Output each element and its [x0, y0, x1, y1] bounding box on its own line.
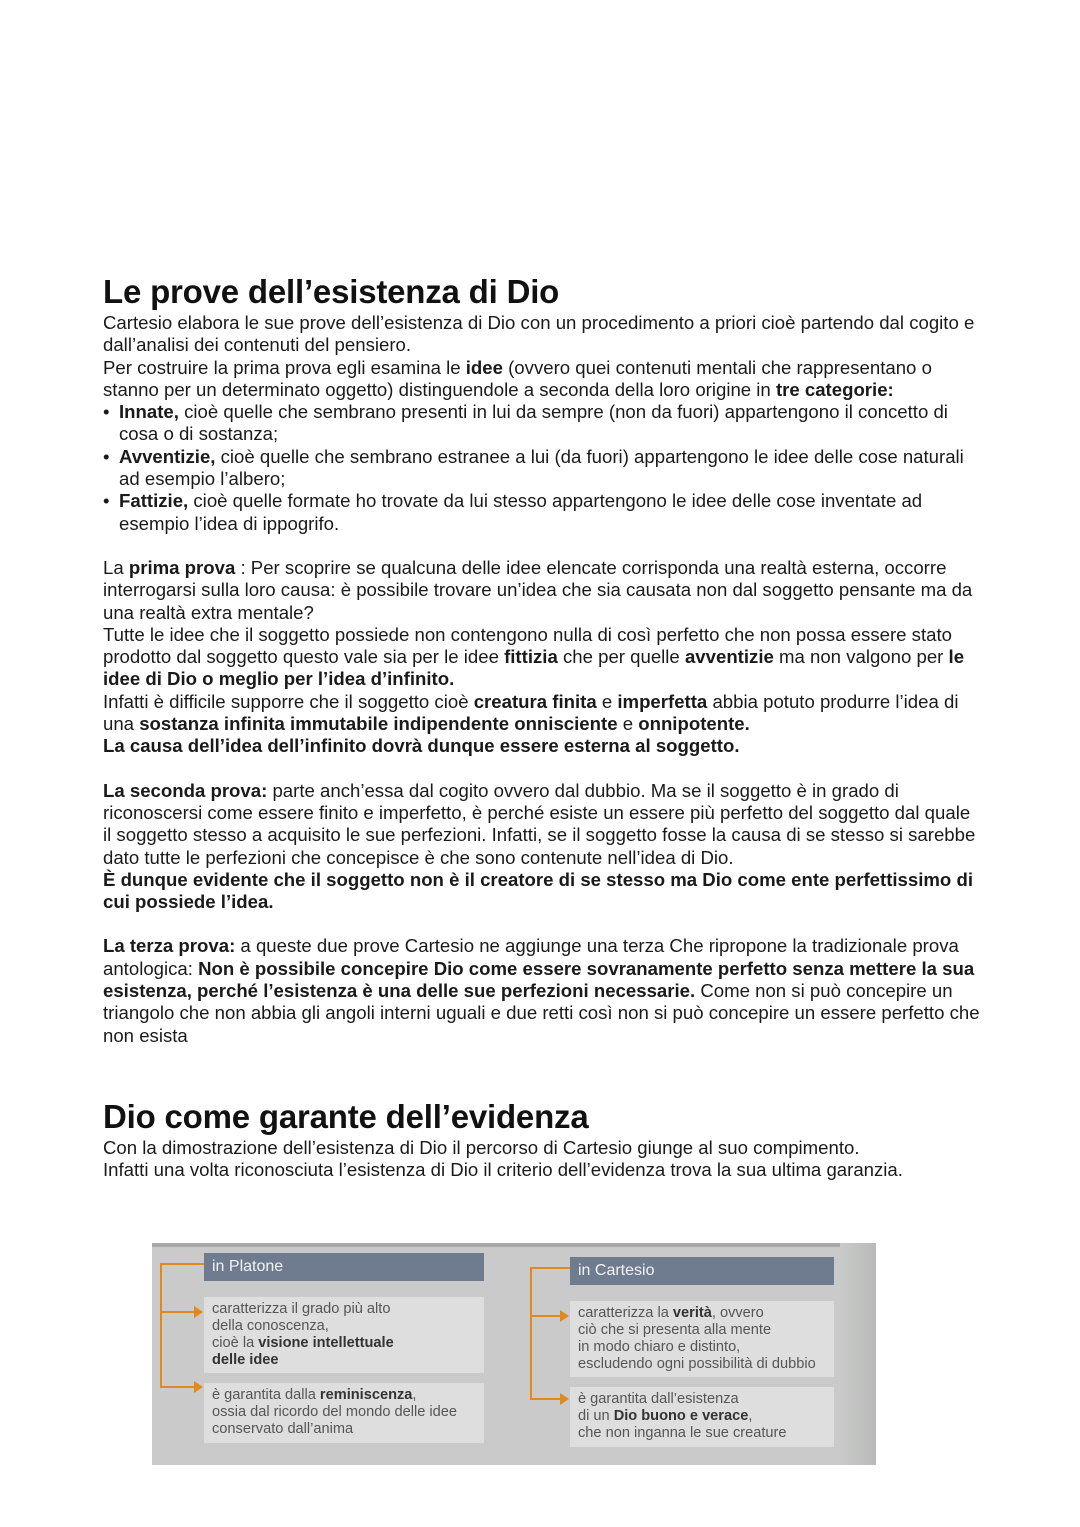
- figure-page-shadow: [840, 1243, 876, 1465]
- categories-list: [103, 401, 983, 535]
- platone-box-2: è garantita dalla reminiscenza, ossia dal ricordo del mondo delle idee conservato dall’anima: [204, 1383, 484, 1443]
- connector-line: [530, 1398, 560, 1400]
- connector-line: [530, 1267, 532, 1399]
- section-title-garante: Dio come garante dell’evidenza: [103, 1097, 589, 1135]
- header-platone: in Platone: [204, 1253, 484, 1281]
- arrow-icon: [194, 1381, 203, 1393]
- connector-line: [160, 1263, 204, 1265]
- section-title-prove: Le prove dell’esistenza di Dio: [103, 273, 560, 310]
- prima-prova-paragraph: La prima prova : Per scoprire se qualcuna delle idee elencate corrisponda una realtà esterna, occorre interrogarsi sulla loro causa: è possibile trovare un’idea che sia causata non dal soggetto pensante ma da una realtà extra mentale?: [103, 556, 973, 623]
- intro-paragraph-2: Per costruire la prima prova egli esamina le idee (ovvero quei contenuti mentali che rappresentano o stanno per un determinato oggetto) distinguendole a seconda della loro origine in tre categorie:: [103, 356, 932, 400]
- arrow-icon: [560, 1310, 569, 1322]
- connector-line: [160, 1311, 194, 1313]
- bullet-icon: •: [103, 401, 110, 423]
- header-cartesio: in Cartesio: [570, 1257, 834, 1285]
- arrow-icon: [194, 1306, 203, 1318]
- platone-box-1: caratterizza il grado più alto della conoscenza, cioè la visione intellettuale delle idee: [204, 1297, 484, 1373]
- document-page: [103, 272, 983, 1182]
- prima-prova-conclusion: La causa dell’idea dell’infinito dovrà dunque essere esterna al soggetto.: [103, 735, 740, 757]
- seconda-prova-conclusion: È dunque evidente che il soggetto non è il creatore di se stesso ma Dio come ente perfettissimo di cui possiede l’idea.: [103, 868, 973, 913]
- cartesio-box-1: caratterizza la verità, ovvero ciò che si presenta alla mente in modo chiaro e distinto, escludendo ogni possibilità di dubbio: [570, 1301, 834, 1377]
- list-item: • Avventizie, cioè quelle che sembrano estranee a lui (da fuori) appartengono le idee delle cose naturali ad esempio l’albero;: [103, 445, 964, 490]
- garante-paragraph-1: Con la dimostrazione dell’esistenza di Dio il percorso di Cartesio giunge al suo compimento.: [103, 1136, 860, 1158]
- connector-line: [160, 1263, 162, 1387]
- bullet-icon: •: [103, 445, 110, 467]
- garante-paragraph-2: Infatti una volta riconosciuta l’esistenza di Dio il criterio dell’evidenza trova la sua ultima garanzia.: [103, 1159, 903, 1181]
- arrow-icon: [560, 1393, 569, 1405]
- connector-line: [530, 1267, 570, 1269]
- prima-prova-paragraph-3: Infatti è difficile supporre che il soggetto cioè creatura finita e imperfetta abbia potuto produrre l’idea di una sostanza infinita immutabile indipendente onnisciente e onnipotente.: [103, 690, 959, 735]
- list-item: • Fattizie, cioè quelle formate ho trovate da lui stesso appartengono le idee delle cose inventate ad esempio l’idea di ippogrifo.: [103, 490, 923, 534]
- bullet-icon: •: [103, 490, 110, 512]
- intro-paragraph-1: Cartesio elabora le sue prove dell’esistenza di Dio con un procedimento a priori cioè partendo dal cogito e dall’analisi dei contenuti del pensiero.: [103, 312, 975, 356]
- connector-line: [530, 1315, 560, 1317]
- list-item: • Innate, cioè quelle che sembrano presenti in lui da sempre (non da fuori) appartengono il concetto di cosa o di sostanza;: [103, 401, 948, 445]
- comparison-figure: [152, 1243, 876, 1465]
- seconda-prova-paragraph: La seconda prova: parte anch’essa dal cogito ovvero dal dubbio. Ma se il soggetto è in grado di riconoscersi come essere finito e imperfetto, è perché esiste un essere più perfetto del soggetto dal quale il soggetto stesso a acquisito le sue perfezioni. Infatti, se il soggetto fosse la causa di se stesso si sarebbe dato tutte le perfezioni che concepisce è che sono contenute nell’idea di Dio.: [103, 779, 976, 868]
- prima-prova-paragraph-2: Tutte le idee che il soggetto possiede non contengono nulla di così perfetto che non possa essere stato prodotto dal soggetto questo vale sia per le idee fittizia che per quelle avventizie ma non valgono per le idee di Dio o meglio per l’idea d’infinito.: [103, 623, 965, 690]
- connector-line: [160, 1386, 194, 1388]
- figure-top-border: [152, 1243, 876, 1247]
- terza-prova-paragraph: La terza prova: a queste due prove Cartesio ne aggiunge una terza Che ripropone la tradizionale prova antologica: Non è possibile concepire Dio come essere sovranamente perfetto senza mettere la sua esistenza, perché l’esistenza è una delle sue perfezioni necessarie. Come non si può concepire un triangolo che non abbia gli angoli interni uguali e due retti così non si può concepire un essere perfetto che non esista: [103, 935, 980, 1046]
- cartesio-box-2: è garantita dall’esistenza di un Dio buono e verace, che non inganna le sue creature: [570, 1387, 834, 1447]
